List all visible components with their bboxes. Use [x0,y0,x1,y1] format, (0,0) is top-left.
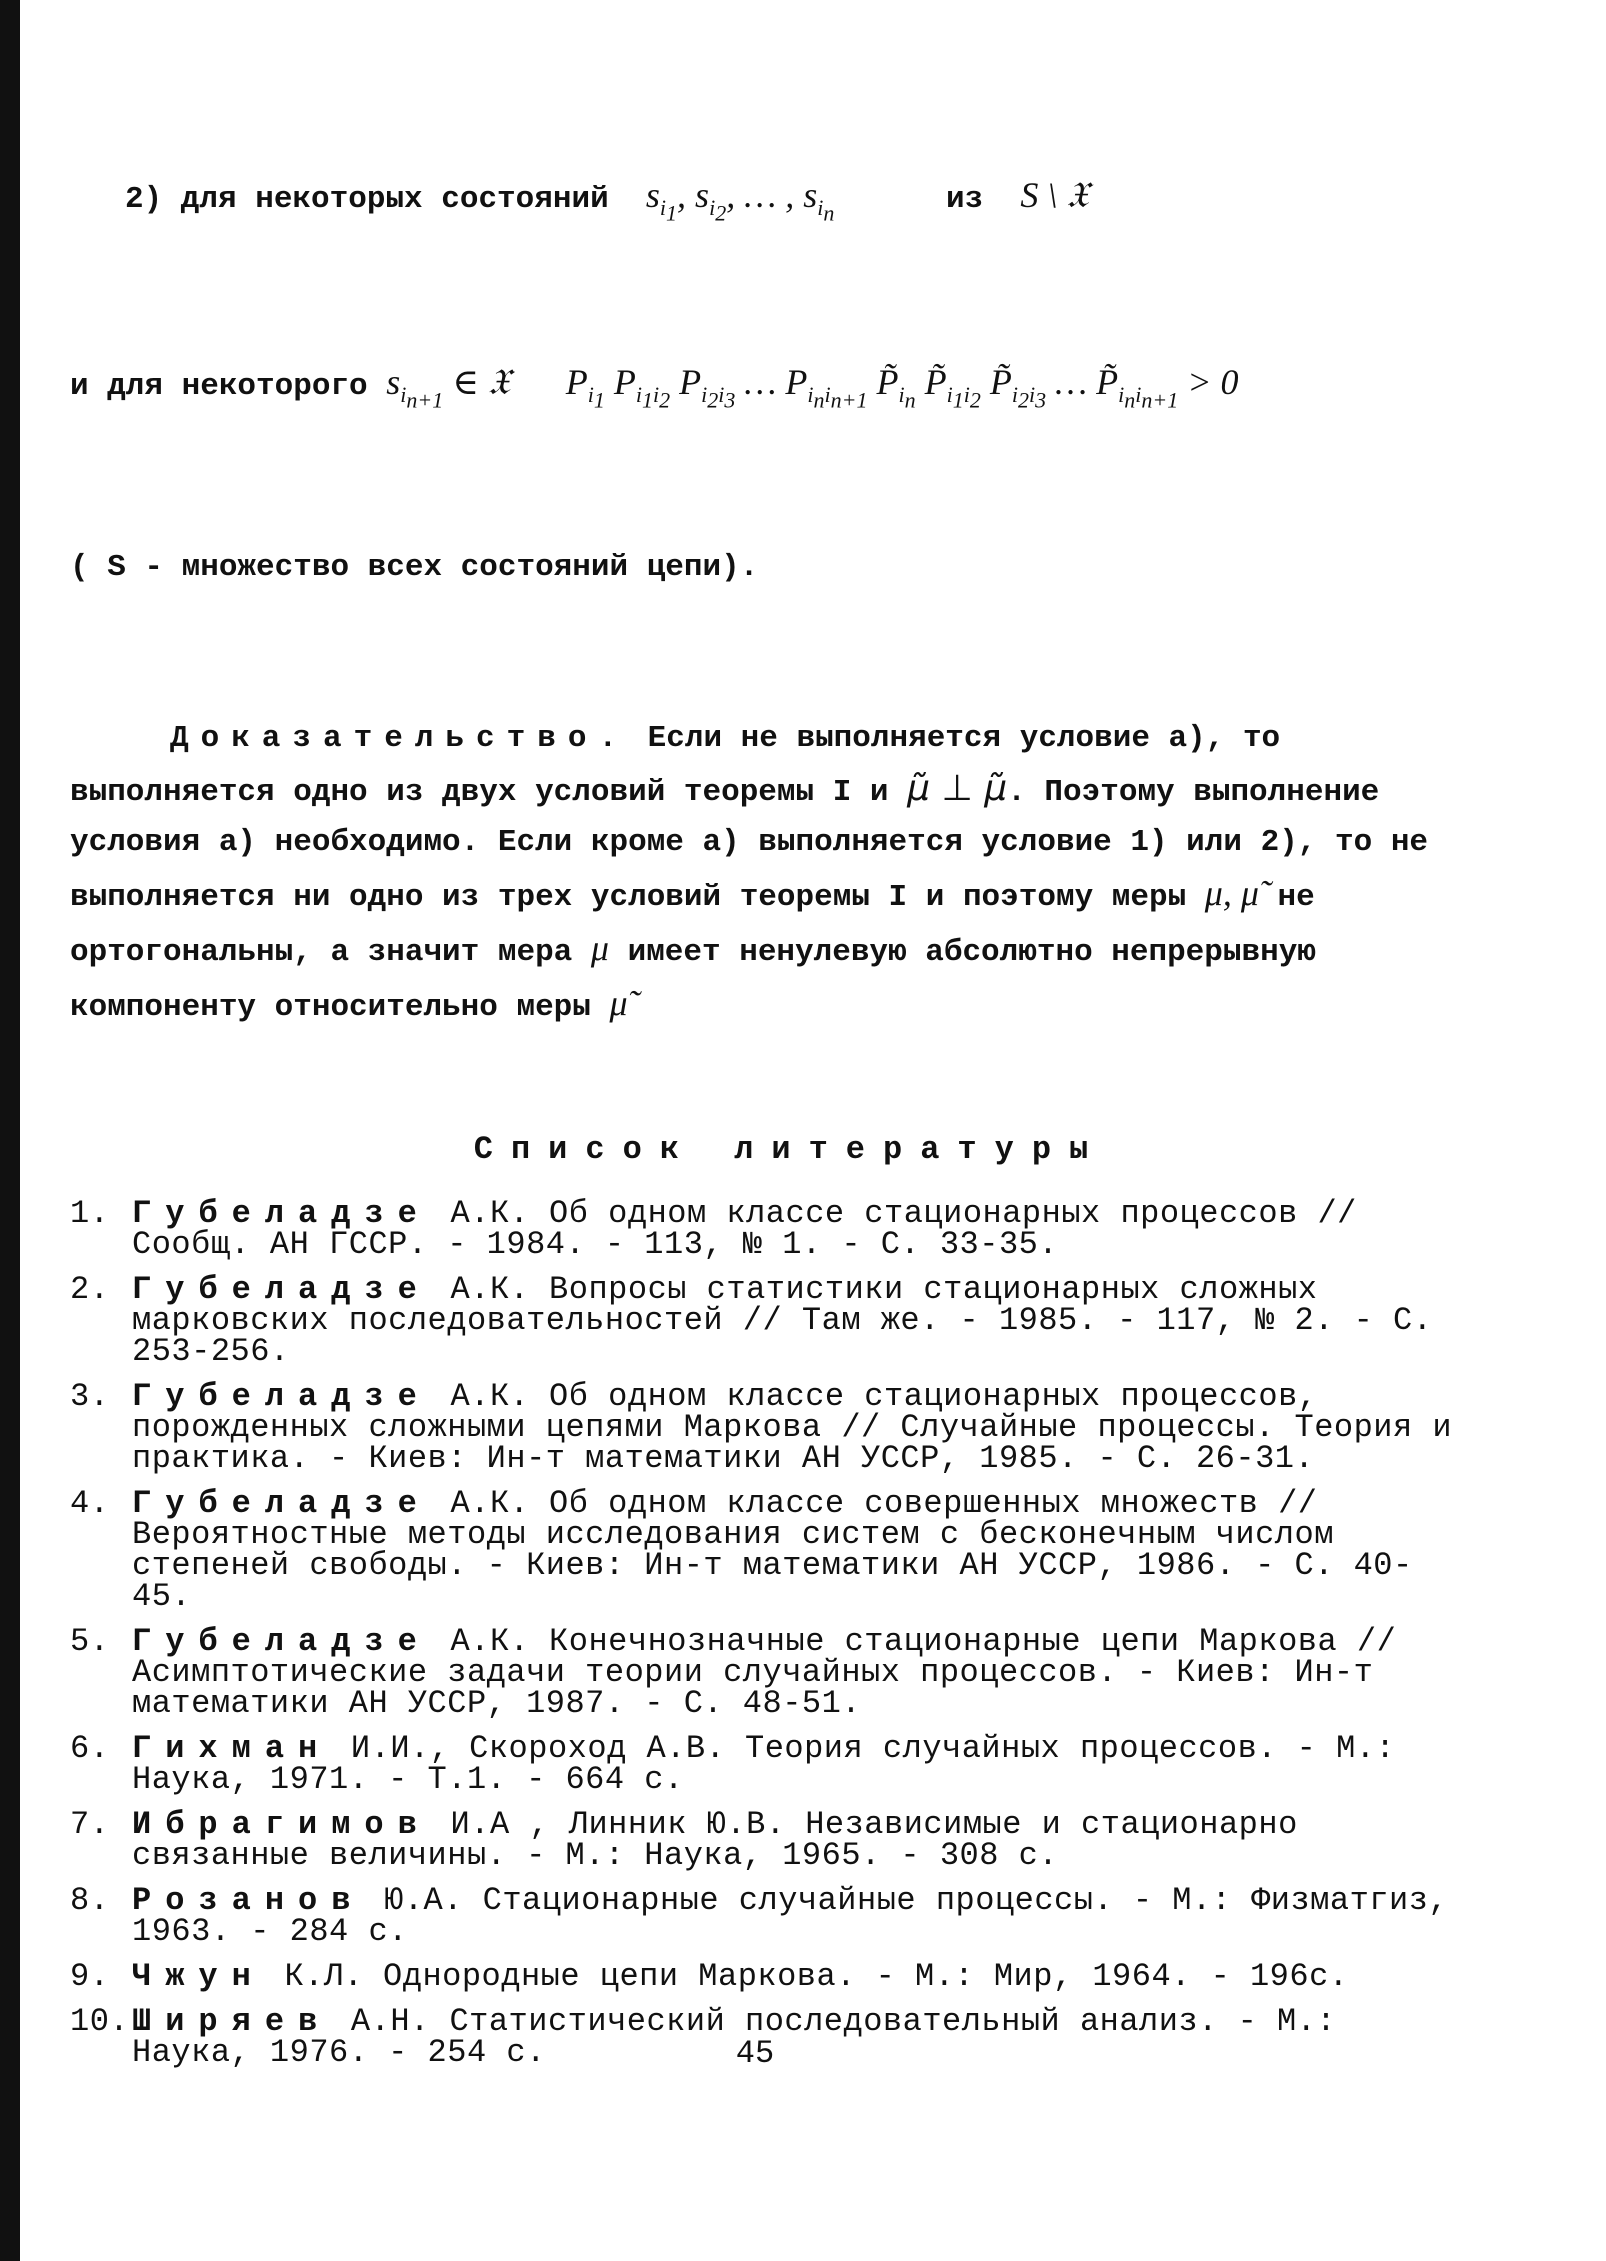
reference-number: 2. [70,1271,110,1309]
reference-text: К.Л. Однородные цепи Маркова. - М.: Мир, 1964. - 196с. [284,1958,1349,1996]
reference-text: А.К. Вопросы статистики стационарных сложных марковских последовательностей // Там же. - 1985. - 117, № 2. - С. 253-256. [132,1271,1433,1371]
reference-number: 5. [70,1623,110,1661]
page-number: 45 [735,2035,775,2072]
reference-text: И.А , Линник Ю.В. Независимые и стационарно связанные величины. - М.: Наука, 1965. - 308 с. [132,1806,1298,1875]
measure-mu-tilde-formula: μ̃ [609,983,628,1024]
reference-item [70,1730,1470,1799]
condition-2-line-2 [70,354,1470,429]
reference-author: Губеладзе [132,1378,431,1416]
proof-sentence-4: имеет ненулевую абсолютно непрерывную компоненту относительно меры [70,935,1316,1026]
reference-item [70,1271,1470,1371]
state-membership-formula: $s_{i_{n+1}}$ ∈ 𝔛 [386,361,510,413]
proof-paragraph [70,714,1470,1033]
reference-author: Розанов [132,1882,365,1920]
reference-text: Ю.А. Стационарные случайные процессы. - М.: Физматгиз, 1963. - 284 с. [132,1882,1449,1951]
measures-formula: μ, μ̃ [1204,873,1259,914]
left-margin-bar [0,0,20,2261]
reference-author: Губеладзе [132,1195,431,1233]
condition-2-line-3: ( S - множество всех состояний цепи). [70,550,759,586]
reference-text: И.И., Скороход А.В. Теория случайных процессов. - М.: Наука, 1971. - Т.1. - 664 с. [132,1730,1396,1799]
states-formula: $s_{i_1}$, $s_{i_2}$, … , $s_{i_n}$ [645,175,835,226]
reference-author: Чжун [132,1958,265,1996]
reference-item [70,1958,1470,1996]
reference-number: 4. [70,1485,110,1523]
reference-number: 6. [70,1730,110,1768]
set-difference-formula: S \ 𝔛 [1020,175,1089,215]
condition-2-block [70,55,1470,708]
reference-number: 8. [70,1882,110,1920]
reference-text: А.К. Конечнозначные стационарные цепи Маркова // Асимптотические задачи теории случайных процессов. - Киев: Ин-т математики АН УССР, 1987. - С. 48-51. [132,1623,1397,1723]
proof-sentence-3: не ортогональны, а значит мера [70,880,1315,971]
condition-2-line-1 [70,167,1470,242]
reference-author: Ширяев [132,2003,332,2041]
condition-2-text-1: 2) для некоторых состояний [125,182,609,217]
proof-sentence-1: Если не выполняется условие а), то выполняется одно из двух условий теоремы I и [70,721,1281,811]
reference-text: А.К. Об одном классе стационарных процессов, порожденных сложными цепями Маркова // Случайные процессы. Теория и практика. - Киев: Ин-т математики АН УССР, 1985. - С. 26-31. [132,1378,1453,1478]
reference-text: А.К. Об одном классе стационарных процессов // Сообщ. АН ГССР. - 1984. - 113, № 1. - С. 33-35. [132,1195,1357,1264]
reference-author: Ибрагимов [132,1806,431,1844]
reference-item [70,1378,1470,1478]
page-content [70,55,1470,2082]
reference-item [70,1623,1470,1723]
proof-heading: Доказательство. [170,721,630,757]
measure-mu-formula: μ [590,928,609,969]
reference-author: Губеладзе [132,1623,431,1661]
references-title: Список литературы [473,1131,1107,1169]
reference-number: 1. [70,1195,110,1233]
reference-number: 7. [70,1806,110,1844]
reference-author: Губеладзе [132,1485,431,1523]
proof-sentence-2: . Поэтому выполнение условия а) необходимо. Если кроме а) выполняется условие 1) или 2), то не выполняется ни одно из трех условий теоремы I и поэтому меры [70,775,1429,916]
reference-item [70,1882,1470,1951]
transition-product-formula: $P_{i_1}$ $P_{i_1i_2}$ $P_{i_2i_3}$ … $P_{i_ni_{n+1}}$ $P̃_{i_n}$ $P̃_{i_1i_2}$ $P̃_{i_2i_3}$ … $P̃_{i_ni_{n+1}} > 0$ [565,361,1239,413]
condition-2-from: из [945,182,984,217]
reference-item [70,1806,1470,1875]
reference-item [70,1195,1470,1264]
reference-number: 10. [70,2003,130,2041]
reference-number: 9. [70,1958,110,1996]
references-list [70,1195,1470,2072]
reference-text: А.К. Об одном классе совершенных множеств // Вероятностные методы исследования систем с бесконечным числом степеней свободы. - Киев: Ин-т математики АН УССР, 1986. - С. 40-45. [132,1485,1413,1616]
reference-author: Гихман [132,1730,332,1768]
reference-item [70,1485,1470,1616]
condition-2-text-2: и для некоторого [70,368,368,404]
perpendicular-measures-formula: μ̃ ⊥ μ̃ [907,768,1008,810]
reference-text: А.Н. Статистический последовательный анализ. - М.: Наука, 1976. - 254 с. [132,2003,1337,2072]
reference-number: 3. [70,1378,110,1416]
reference-author: Губеладзе [132,1271,431,1309]
